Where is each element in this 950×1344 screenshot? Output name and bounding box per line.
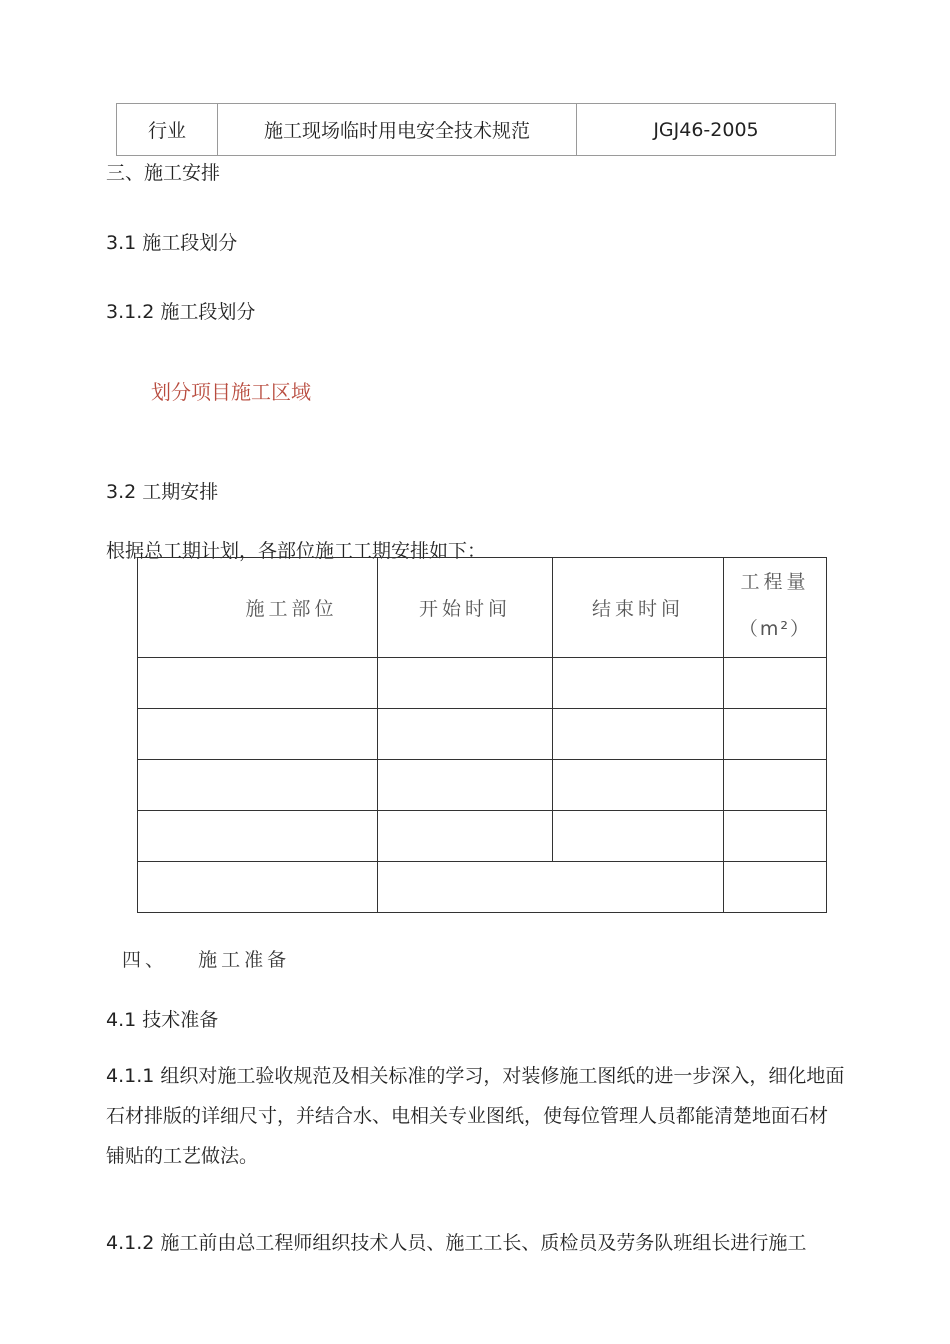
table-cell: [724, 658, 827, 709]
table-cell: [724, 709, 827, 760]
reference-standard-table: [116, 103, 836, 156]
header-quantity-unit: （m²）: [738, 618, 812, 640]
section-3-1-heading: 3.1 施工段划分: [106, 232, 238, 254]
header-quantity: [724, 558, 827, 658]
paragraph-4-1-1: 4.1.1 组织对施工验收规范及相关标准的学习，对装修施工图纸的进一步深入，细化地面石材排版的详细尺寸，并结合水、电相关专业图纸，使每位管理人员都能清楚地面石材铺贴的工艺做法。: [106, 1065, 845, 1167]
section-3-1-2-heading: 3.1.2 施工段划分: [106, 301, 256, 323]
table-row: [138, 658, 827, 709]
table-header-row: [138, 558, 827, 658]
header-quantity-label: 工程量: [740, 571, 810, 593]
table-cell: [138, 811, 378, 862]
table-cell: [724, 760, 827, 811]
header-construction-part: 施工部位: [138, 558, 378, 658]
table-cell: [138, 862, 378, 913]
schedule-intro-text: 根据总工期计划，各部位施工工期安排如下：: [106, 540, 487, 562]
table-cell: [378, 811, 553, 862]
schedule-table: [137, 557, 827, 913]
table-cell: [553, 760, 724, 811]
standard-code-cell: JGJ46-2005: [577, 104, 836, 156]
table-cell: [138, 760, 378, 811]
section-3-heading: 三、施工安排: [106, 162, 221, 184]
table-cell: [138, 658, 378, 709]
table-row: [138, 862, 827, 913]
table-row: [138, 709, 827, 760]
header-end-time: 结束时间: [553, 558, 724, 658]
table-row: [138, 811, 827, 862]
division-area-label: 划分项目施工区域: [151, 380, 311, 404]
section-4-heading: 四、 施工准备: [122, 949, 291, 971]
standard-category-cell: 行业: [117, 104, 218, 156]
table-cell: [724, 811, 827, 862]
table-cell: [553, 811, 724, 862]
table-row: [117, 104, 836, 156]
paragraph-4-1-2: 4.1.2 施工前由总工程师组织技术人员、施工工长、质检员及劳务队班组长进行施工: [106, 1232, 807, 1254]
table-cell: [378, 760, 553, 811]
table-cell: [724, 862, 827, 913]
table-cell: [378, 658, 553, 709]
header-start-time: 开始时间: [378, 558, 553, 658]
section-4-1-heading: 4.1 技术准备: [106, 1009, 219, 1031]
standard-title-cell: 施工现场临时用电安全技术规范: [218, 104, 577, 156]
table-cell: [553, 709, 724, 760]
section-3-2-heading: 3.2 工期安排: [106, 481, 219, 503]
table-cell: [553, 658, 724, 709]
table-cell: [378, 709, 553, 760]
table-cell: [138, 709, 378, 760]
table-row: [138, 760, 827, 811]
table-cell-merged: [378, 862, 724, 913]
